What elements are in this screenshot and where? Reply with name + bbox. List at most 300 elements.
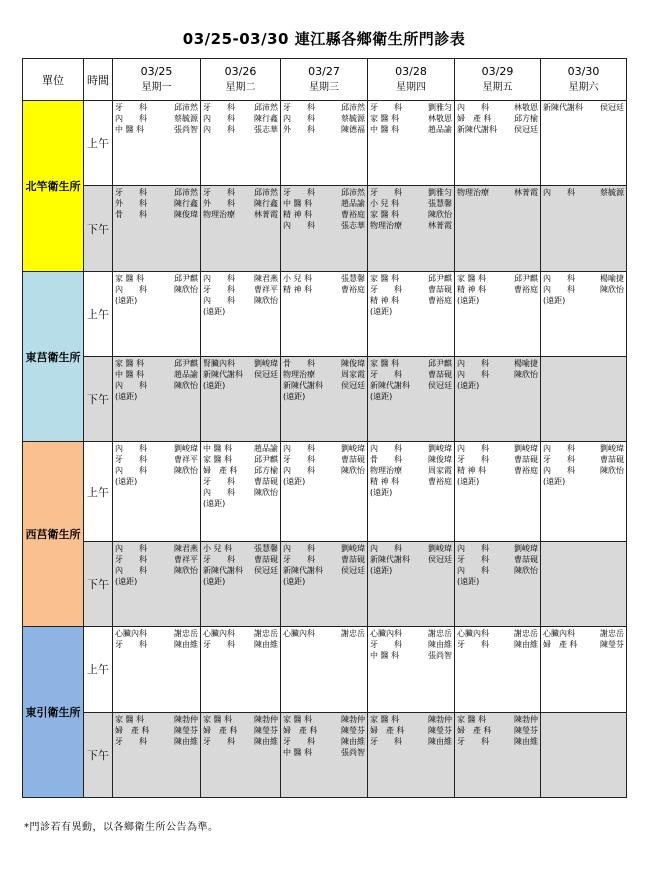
doctor-entry <box>283 284 365 295</box>
department-label: 牙 科 <box>370 640 402 650</box>
doctor-entry <box>370 220 452 231</box>
doctor-name: 曹喆硯 <box>341 554 365 564</box>
doctor-entry <box>203 443 278 454</box>
doctor-entry <box>115 465 198 476</box>
department-label: 牙 科 <box>543 455 575 465</box>
department-label: 婦 產 科 <box>203 466 238 476</box>
doctor-entry <box>370 358 452 369</box>
doctor-name: 林敬恩 <box>428 114 452 123</box>
doctor-name: 侯冠廷 <box>428 381 452 391</box>
doctor-entry <box>203 714 278 725</box>
department-label: 新陳代謝科 <box>457 125 497 134</box>
doctor-entry <box>283 198 365 209</box>
period-label: 上午 <box>84 271 113 356</box>
remote-label: (遠距) <box>203 306 226 316</box>
department-label: 婦 產 科 <box>543 640 578 650</box>
department-label: 家 醫 科 <box>457 714 487 724</box>
doctor-entry <box>283 220 365 231</box>
day-date: 03/30 <box>567 65 600 78</box>
doctor-entry <box>115 273 198 284</box>
period-label: 下午 <box>84 357 113 442</box>
doctor-name: 曹喆硯 <box>428 370 452 380</box>
remote-note <box>115 295 198 306</box>
doctor-name: 陳由維 <box>174 736 198 746</box>
department-label: 內 科 <box>203 295 235 305</box>
department-label: 新陳代謝科 <box>283 565 323 575</box>
doctor-name: 陳欣怡 <box>174 381 198 391</box>
doctor-entry <box>283 273 365 284</box>
doctor-name: 林菁霞 <box>428 221 452 231</box>
remote-note <box>203 380 278 391</box>
doctor-entry <box>543 102 624 113</box>
schedule-cell <box>541 627 627 712</box>
doctor-entry <box>203 725 278 736</box>
doctor-entry <box>115 565 198 576</box>
remote-note <box>370 565 452 576</box>
doctor-name: 邱尹麒 <box>514 273 538 283</box>
doctor-entry <box>203 639 278 650</box>
doctor-entry <box>203 487 278 498</box>
department-label: 內 科 <box>543 466 575 476</box>
remote-label: (遠距) <box>457 295 480 305</box>
department-label: 家 醫 科 <box>203 714 233 724</box>
doctor-entry <box>203 476 278 487</box>
day-date: 03/27 <box>308 65 340 78</box>
remote-label: (遠距) <box>457 477 480 487</box>
doctor-name: 曹喆硯 <box>341 455 365 465</box>
department-label: 內 科 <box>457 370 489 380</box>
doctor-entry <box>457 628 538 639</box>
doctor-entry <box>457 639 538 650</box>
doctor-name: 邱尹麒 <box>428 359 452 369</box>
doctor-entry <box>457 102 538 113</box>
doctor-entry <box>457 465 538 476</box>
doctor-name: 邱尹麒 <box>254 455 278 465</box>
doctor-name: 劉峻瑋 <box>174 444 198 454</box>
doctor-entry <box>283 113 365 124</box>
department-label: 內 科 <box>457 103 489 112</box>
department-label: 家 醫 科 <box>370 273 400 283</box>
doctor-name: 侯冠廷 <box>600 103 624 112</box>
doctor-entry <box>203 454 278 465</box>
doctor-entry <box>283 465 365 476</box>
period-label: 上午 <box>84 442 113 542</box>
department-label: 骨 科 <box>283 359 315 369</box>
schedule-cell <box>455 186 541 271</box>
department-label: 骨 科 <box>115 210 147 220</box>
doctor-name: 劉峻瑋 <box>428 444 452 454</box>
department-label: 家 醫 科 <box>115 714 145 724</box>
doctor-entry <box>457 124 538 135</box>
doctor-entry <box>457 273 538 284</box>
schedule-cell <box>281 541 368 626</box>
remote-note <box>203 576 278 587</box>
department-label: 新陳代謝科 <box>283 381 323 391</box>
remote-note <box>370 306 452 317</box>
unit-am-row <box>23 627 627 712</box>
doctor-name: 邱沛然 <box>341 103 365 112</box>
day-date: 03/29 <box>481 65 514 78</box>
department-label: 牙 科 <box>283 736 315 746</box>
doctor-name: 曹裕庭 <box>428 477 452 487</box>
department-label: 婦 產 科 <box>283 725 318 735</box>
doctor-name: 陳勃仲 <box>428 714 452 724</box>
department-label: 外 科 <box>203 199 235 209</box>
department-label: 內 科 <box>543 284 575 294</box>
schedule-cell <box>368 186 455 271</box>
department-label: 牙 科 <box>115 554 147 564</box>
doctor-name: 劉雅匀 <box>428 103 452 112</box>
department-label: 牙 科 <box>115 736 147 746</box>
doctor-entry <box>203 465 278 476</box>
department-label: 內 科 <box>115 565 147 575</box>
doctor-entry <box>457 736 538 747</box>
schedule-cell <box>281 357 368 442</box>
schedule-cell <box>368 627 455 712</box>
schedule-cell <box>368 271 455 356</box>
doctor-name: 邱方榆 <box>254 466 278 476</box>
doctor-entry <box>283 380 365 391</box>
day-date: 03/28 <box>395 65 427 78</box>
schedule-table <box>22 58 627 798</box>
department-label: 家 醫 科 <box>370 359 400 369</box>
doctor-name: 陳勃仲 <box>514 714 538 724</box>
doctor-entry <box>283 102 365 113</box>
department-label: 心臟內科 <box>543 629 575 639</box>
doctor-entry <box>203 198 278 209</box>
doctor-name: 邱尹麒 <box>428 273 452 283</box>
remote-label: (遠距) <box>370 306 393 316</box>
doctor-entry <box>283 565 365 576</box>
doctor-name: 邱尹麒 <box>174 359 198 369</box>
unit-name-cell: 北竿衛生所 <box>23 101 84 272</box>
remote-note <box>283 391 365 402</box>
department-label: 牙 科 <box>370 370 402 380</box>
doctor-name: 陳行鑫 <box>254 199 278 209</box>
doctor-name: 曹喆硯 <box>428 284 452 294</box>
remote-note <box>115 476 198 487</box>
doctor-name: 張志華 <box>254 125 278 134</box>
department-label: 內 科 <box>115 284 147 294</box>
remote-label: (遠距) <box>115 392 138 402</box>
doctor-entry <box>115 443 198 454</box>
department-label: 內 科 <box>283 543 315 553</box>
doctor-name: 蔡毓源 <box>341 114 365 123</box>
department-label: 中 醫 科 <box>283 747 313 757</box>
department-label: 小 兒 科 <box>283 273 313 283</box>
department-label: 牙 科 <box>115 640 147 650</box>
unit-name-cell: 西莒衛生所 <box>23 442 84 627</box>
doctor-name: 張尚智 <box>341 747 365 757</box>
doctor-name: 陳勃仲 <box>341 714 365 724</box>
department-label: 牙 科 <box>203 188 235 198</box>
doctor-name: 劉峻瑋 <box>428 543 452 553</box>
department-label: 內 科 <box>543 444 575 454</box>
department-label: 內 科 <box>370 543 402 553</box>
day-date: 03/26 <box>224 65 257 78</box>
doctor-name: 劉峻瑋 <box>514 444 538 454</box>
doctor-entry <box>543 454 624 465</box>
schedule-cell <box>455 712 541 797</box>
doctor-entry <box>457 554 538 565</box>
doctor-name: 劉峻瑋 <box>341 543 365 553</box>
remote-note <box>283 476 365 487</box>
department-label: 家 醫 科 <box>203 455 233 465</box>
department-label: 婦 產 科 <box>370 725 405 735</box>
doctor-entry <box>115 124 198 135</box>
schedule-cell <box>113 442 201 542</box>
doctor-entry <box>203 565 278 576</box>
doctor-entry <box>543 628 624 639</box>
doctor-entry <box>457 443 538 454</box>
doctor-entry <box>283 124 365 135</box>
doctor-entry <box>370 443 452 454</box>
doctor-name: 劉峻瑋 <box>254 359 278 369</box>
remote-label: (遠距) <box>115 576 138 586</box>
doctor-entry <box>543 187 624 198</box>
doctor-entry <box>370 628 452 639</box>
doctor-name: 陳由維 <box>341 736 365 746</box>
doctor-name: 趙品諭 <box>341 199 365 209</box>
remote-note <box>457 576 538 587</box>
doctor-name: 陳由維 <box>514 640 538 650</box>
doctor-name: 謝忠岳 <box>254 629 278 639</box>
doctor-name: 曹喆硯 <box>514 455 538 465</box>
doctor-name: 曹喆硯 <box>254 477 278 487</box>
schedule-cell <box>541 442 627 542</box>
doctor-entry <box>457 369 538 380</box>
doctor-name: 陳勃仲 <box>254 714 278 724</box>
schedule-cell <box>455 101 541 186</box>
doctor-name: 陳由維 <box>514 736 538 746</box>
doctor-name: 曹喆硯 <box>254 554 278 564</box>
department-label: 牙 科 <box>203 736 235 746</box>
remote-label: (遠距) <box>543 477 566 487</box>
day-weekday: 星期一 <box>141 82 172 93</box>
doctor-name: 蔡毓源 <box>174 114 198 123</box>
remote-label: (遠距) <box>283 477 306 487</box>
department-label: 內 科 <box>203 273 235 283</box>
department-label: 內 科 <box>283 444 315 454</box>
department-label: 中 醫 科 <box>283 199 313 209</box>
doctor-name: 侯冠廷 <box>428 554 452 564</box>
doctor-entry <box>543 284 624 295</box>
unit-am-row <box>23 271 627 356</box>
department-label: 心臟內科 <box>283 629 315 639</box>
doctor-entry <box>115 454 198 465</box>
doctor-name: 張志華 <box>341 221 365 231</box>
doctor-entry <box>457 565 538 576</box>
day-header <box>113 59 201 101</box>
schedule-cell <box>201 186 281 271</box>
department-label: 物理治療 <box>370 466 402 476</box>
department-label: 新陳代謝科 <box>203 370 243 380</box>
day-weekday: 星期二 <box>225 82 256 93</box>
department-label: 家 醫 科 <box>283 714 313 724</box>
doctor-name: 陳由維 <box>254 640 278 650</box>
doctor-entry <box>203 369 278 380</box>
department-label: 新陳代謝科 <box>203 565 243 575</box>
schedule-cell <box>455 541 541 626</box>
department-label: 牙 科 <box>370 103 402 112</box>
department-label: 物理治療 <box>283 370 315 380</box>
period-label: 下午 <box>84 541 113 626</box>
doctor-entry <box>283 628 365 639</box>
department-label: 內 科 <box>457 543 489 553</box>
day-header <box>541 59 627 101</box>
doctor-entry <box>115 736 198 747</box>
remote-label: (遠距) <box>203 499 226 509</box>
doctor-name: 邱沛然 <box>174 103 198 112</box>
doctor-entry <box>370 454 452 465</box>
unit-am-row <box>23 101 627 186</box>
unit-pm-row <box>23 357 627 442</box>
doctor-entry <box>203 358 278 369</box>
doctor-name: 侯冠廷 <box>254 370 278 380</box>
department-label: 中 醫 科 <box>370 651 400 661</box>
doctor-name: 劉峻瑋 <box>341 444 365 454</box>
doctor-name: 陳瑩芬 <box>341 725 365 735</box>
doctor-name: 陳欣怡 <box>174 565 198 575</box>
doctor-name: 邱尹麒 <box>174 273 198 283</box>
department-label: 牙 科 <box>115 455 147 465</box>
schedule-cell <box>113 627 201 712</box>
department-label: 牙 科 <box>283 103 315 112</box>
doctor-name: 曹祥平 <box>254 284 278 294</box>
department-label: 內 科 <box>203 488 235 498</box>
department-label: 內 科 <box>283 114 315 123</box>
doctor-entry <box>283 543 365 554</box>
doctor-name: 周家霞 <box>341 370 365 380</box>
doctor-entry <box>115 543 198 554</box>
remote-note <box>370 391 452 402</box>
unit-column-header: 單位 <box>23 59 84 101</box>
doctor-name: 陳俊瑋 <box>341 359 365 369</box>
doctor-entry <box>370 187 452 198</box>
doctor-name: 趙品諭 <box>174 370 198 380</box>
department-label: 物理治療 <box>370 221 402 231</box>
day-date: 03/25 <box>140 65 173 78</box>
department-label: 牙 科 <box>203 477 235 487</box>
doctor-name: 曹祥平 <box>174 455 198 465</box>
doctor-entry <box>283 747 365 758</box>
doctor-name: 陳欣怡 <box>600 466 624 476</box>
doctor-name: 陳欣怡 <box>600 284 624 294</box>
doctor-name: 楊喻捷 <box>600 273 624 283</box>
department-label: 精 神 科 <box>457 466 487 476</box>
department-label: 新陳代謝科 <box>543 103 583 112</box>
doctor-name: 陳由維 <box>174 640 198 650</box>
department-label: 婦 產 科 <box>457 725 492 735</box>
doctor-name: 陳瑩芬 <box>514 725 538 735</box>
doctor-entry <box>370 650 452 661</box>
department-label: 牙 科 <box>457 640 489 650</box>
doctor-entry <box>203 736 278 747</box>
doctor-entry <box>115 639 198 650</box>
doctor-name: 邱沛然 <box>254 188 278 198</box>
remote-note <box>543 476 624 487</box>
doctor-entry <box>283 736 365 747</box>
doctor-entry <box>203 209 278 220</box>
doctor-entry <box>543 273 624 284</box>
department-label: 內 科 <box>283 466 315 476</box>
department-label: 物理治療 <box>203 210 235 220</box>
doctor-name: 陳欣怡 <box>341 466 365 476</box>
department-label: 內 科 <box>115 543 147 553</box>
schedule-cell <box>368 357 455 442</box>
unit-am-row <box>23 442 627 542</box>
department-label: 中 醫 科 <box>370 125 400 134</box>
doctor-name: 劉峻瑋 <box>600 444 624 454</box>
doctor-entry <box>283 369 365 380</box>
department-label: 內 科 <box>283 221 315 231</box>
remote-note <box>457 476 538 487</box>
department-label: 內 科 <box>457 359 489 369</box>
department-label: 牙 科 <box>115 188 147 198</box>
doctor-name: 邱方榆 <box>514 114 538 123</box>
doctor-name: 陳由維 <box>428 640 452 650</box>
schedule-cell <box>281 627 368 712</box>
page-title: 03/25-03/30 連江縣各鄉衛生所門診表 <box>182 30 466 48</box>
remote-note <box>203 498 278 509</box>
doctor-entry <box>203 102 278 113</box>
doctor-entry <box>370 725 452 736</box>
doctor-name: 陳欣怡 <box>254 295 278 305</box>
doctor-entry <box>370 465 452 476</box>
doctor-name: 曹裕庭 <box>341 284 365 294</box>
doctor-name: 謝忠岳 <box>174 629 198 639</box>
doctor-entry <box>115 209 198 220</box>
schedule-cell <box>113 186 201 271</box>
day-weekday: 星期三 <box>309 82 339 93</box>
schedule-cell <box>455 357 541 442</box>
remote-label: (遠距) <box>115 477 138 487</box>
doctor-name: 張尚智 <box>428 651 452 661</box>
department-label: 物理治療 <box>457 188 489 198</box>
doctor-entry <box>203 554 278 565</box>
doctor-entry <box>370 543 452 554</box>
doctor-name: 侯冠廷 <box>514 125 538 134</box>
schedule-cell <box>201 271 281 356</box>
department-label: 小 兒 科 <box>203 543 233 553</box>
doctor-name: 謝忠岳 <box>514 629 538 639</box>
schedule-cell <box>201 541 281 626</box>
department-label: 精 神 科 <box>370 477 400 487</box>
doctor-entry <box>370 380 452 391</box>
period-label: 下午 <box>84 712 113 797</box>
department-label: 內 科 <box>203 114 235 123</box>
footer-note: *門診若有異動，以各鄉衛生所公告為準。 <box>24 822 219 833</box>
unit-pm-row <box>23 541 627 626</box>
doctor-name: 陳德福 <box>341 125 365 134</box>
remote-note <box>115 576 198 587</box>
doctor-name: 陳勃仲 <box>174 714 198 724</box>
doctor-name: 陳欣怡 <box>174 466 198 476</box>
doctor-name: 陳欣怡 <box>428 210 452 220</box>
doctor-name: 陳欣怡 <box>514 370 538 380</box>
schedule-cell <box>368 442 455 542</box>
doctor-entry <box>203 543 278 554</box>
doctor-name: 陳由維 <box>254 736 278 746</box>
doctor-name: 劉雅匀 <box>428 188 452 198</box>
department-label: 牙 科 <box>283 554 315 564</box>
doctor-name: 周家霞 <box>428 466 452 476</box>
doctor-name: 曹祥平 <box>174 554 198 564</box>
doctor-name: 謝忠岳 <box>341 629 365 639</box>
schedule-cell <box>113 101 201 186</box>
department-label: 心臟內科 <box>203 629 235 639</box>
doctor-name: 陳欣怡 <box>174 284 198 294</box>
